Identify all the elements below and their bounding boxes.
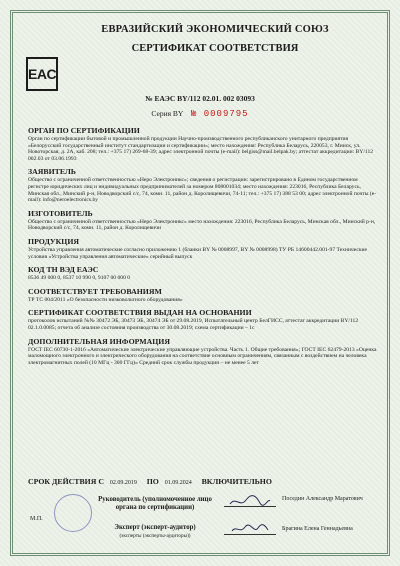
section-text: ТР ТС 004/2011 «О безопасности низковольтного оборудования» [28, 296, 183, 303]
validity-to-label: ПО [146, 477, 159, 486]
certificate-number: № ЕАЭС BY/112 02.01. 002 03093 [145, 94, 255, 103]
section-text: протоколов испытаний №№ 30472 ЭБ, 30473 ЭБ, 30474 ЭБ от 29.08.2019, Испытательный центр БелГИСС, аттестат аккредитации BY/112 02.1.0.0085; отчета об анализе состояния производства от 30.08.2019; схема сертификации – 1с [28, 318, 359, 331]
signature-block [28, 494, 378, 550]
section-applicant [28, 167, 378, 203]
section-text: ГОСТ IEC 60730-1-2016 «Автоматические электрические управляющие устройства. Часть 1. Общие требования»; ГОСТ IEC 62479-2013 «Оценка маломощного электронного и электрического оборудования на соответствие основным ограничениям, связанным с воздействием на человека электромагнитных полей (10 МГц - 300 ГГц)» Средний срок службы продукции – не менее 5 лет [28, 346, 377, 366]
stamp-label: М.П. [30, 516, 43, 522]
validity-suffix: ВКЛЮЧИТЕЛЬНО [201, 477, 272, 486]
certificate-body [28, 126, 378, 371]
section-requirements [28, 287, 378, 304]
section-hs-code [28, 265, 378, 282]
validity-from: 02.09.2019 [109, 480, 137, 486]
head-name: Поседин Александр Маратович [282, 496, 363, 502]
section-text: Орган по сертификации бытовой и промышленной продукции Научно-производственного республиканского унитарного предприятия «Белорусский государственный институт стандартизации и сертификации»; место нахождения: Республика Беларусь, 220053, г. Минск, ул. Новоторская, д. 2А, каб. 208; тел.: +375 17) 269-68-39; адрес электронной почты (e-mail): belgiss@mail.belpak.by; аттестат аккредитации: BY/112 002.03 от 03.06.1993 [28, 136, 374, 162]
stamp-icon [54, 494, 92, 532]
validity-to: 01.09.2024 [164, 480, 192, 486]
head-signature-icon [228, 494, 272, 508]
expert-role [90, 524, 220, 540]
section-heading: ИЗГОТОВИТЕЛЬ [28, 208, 93, 218]
section-product [28, 237, 378, 260]
section-heading: ПРОДУКЦИЯ [28, 236, 80, 246]
serial-number: № 0009795 [190, 109, 249, 119]
expert-role-sub: (эксперты (эксперты-аудиторы)) [119, 533, 191, 539]
section-text: Устройства управления автоматические согласно приложению 1 (бланки BY № 0008997, BY № 0008998) ТУ РБ 14600442.001-97 Технические условия «Устройства управления автоматические» серийный выпуск [28, 246, 368, 260]
section-issued-basis [28, 308, 378, 331]
certificate-header [50, 24, 380, 54]
union-title: ЕВРАЗИЙСКИЙ ЭКОНОМИЧЕСКИЙ СОЮЗ [101, 24, 329, 35]
section-heading: СЕРТИФИКАТ СООТВЕТСТВИЯ ВЫДАН НА ОСНОВАНИИ [28, 308, 252, 318]
validity-label: СРОК ДЕЙСТВИЯ С [28, 477, 104, 486]
validity-period [28, 477, 378, 486]
expert-name: Брагина Елена Геннадьевна [282, 526, 353, 532]
section-text: Общество с ограниченной ответственностью «Неро Электроникс»; сведения о регистрации: зарегистрировано в Едином государственном регистре юридических лиц и индивидуальных предпринимателей за номером 808001034; место нахождения: 223016, Республика Беларусь, Минская обл., Минский р-н, Новодворский с/с, 74, комн. 11, район д. Королищевичи, 74-11; тел.: +375 17) 388 53 00; адрес электронной почты (e-mail): info@neroelectronics.by [28, 177, 377, 204]
head-role-label: Руководитель (уполномоченное лицо органа по сертификации) [98, 496, 212, 511]
section-heading: ДОПОЛНИТЕЛЬНАЯ ИНФОРМАЦИЯ [28, 336, 170, 346]
section-additional-info [28, 337, 378, 367]
eac-logo: EAC [26, 57, 58, 91]
expert-role-label: Эксперт (эксперт-аудитор) [114, 524, 196, 531]
series-line [0, 109, 400, 119]
section-heading: СООТВЕТСТВУЕТ ТРЕБОВАНИЯМ [28, 286, 162, 296]
section-manufacturer [28, 209, 378, 232]
head-role [90, 496, 220, 512]
series-label: Серия BY [151, 109, 184, 118]
section-certification-body [28, 126, 378, 162]
certificate-title: СЕРТИФИКАТ СООТВЕТСТВИЯ [131, 43, 299, 54]
section-text: Общество с ограниченной ответственностью «Неро Электроникс» место нахождения: 223016, Республика Беларусь, Минская обл., Минский р-н, Новодворский с/с, 74, комн. 11, район д. Королищевичи [28, 218, 376, 232]
section-heading: ЗАЯВИТЕЛЬ [28, 167, 76, 177]
section-heading: ОРГАН ПО СЕРТИФИКАЦИИ [28, 126, 140, 135]
section-heading: КОД ТН ВЭД ЕАЭС [28, 265, 99, 275]
expert-signature-icon [230, 522, 270, 536]
section-text: 8536 49 000 0, 8537 10 990 0, 9107 00 000 0 [28, 275, 131, 282]
